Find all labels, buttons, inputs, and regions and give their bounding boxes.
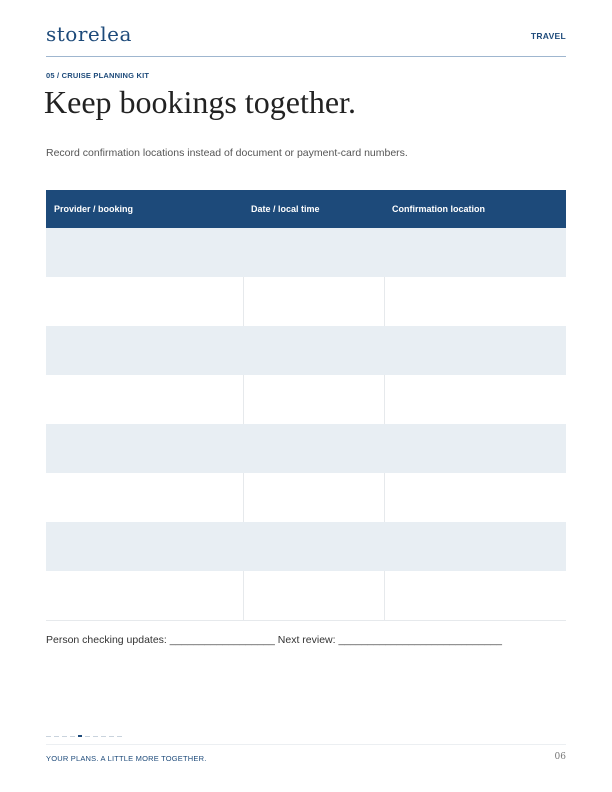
table-cell[interactable] [384,424,566,473]
progress-dot [54,736,59,737]
brand-logo: storelea [46,22,132,46]
table-cell[interactable] [243,522,384,571]
column-header-date: Date / local time [251,204,320,214]
page-title: Keep bookings together. [44,84,356,120]
progress-dot [109,736,114,737]
progress-dot [101,736,106,737]
table-cell[interactable] [46,326,243,375]
progress-dot [46,736,51,737]
table-cell[interactable] [384,522,566,571]
table-row [46,522,566,571]
table-cell[interactable] [384,228,566,277]
table-row [46,277,566,326]
table-header [46,190,566,228]
progress-dot [93,736,98,737]
signoff-line: Person checking updates: __________________ Next review: ____________________________ [46,634,502,646]
progress-dot [78,735,82,737]
table-cell[interactable] [46,522,243,571]
progress-dot [62,736,67,737]
table-cell[interactable] [46,473,243,522]
table-cell[interactable] [384,571,566,620]
table-body [46,228,566,620]
table-cell[interactable] [243,424,384,473]
footer-tagline: YOUR PLANS. A LITTLE MORE TOGETHER. [46,754,207,763]
progress-dot [70,736,75,737]
table-cell[interactable] [243,277,384,326]
footer-divider [46,744,566,745]
table-row [46,326,566,375]
column-header-confirmation: Confirmation location [392,204,485,214]
table-row [46,424,566,473]
table-row [46,228,566,277]
page-subtitle: Record confirmation locations instead of document or payment-card numbers. [46,147,408,159]
table-cell[interactable] [46,424,243,473]
table-cell[interactable] [46,228,243,277]
table-cell[interactable] [46,375,243,424]
table-cell[interactable] [243,375,384,424]
table-cell[interactable] [384,375,566,424]
page-number: 06 [554,752,566,762]
column-header-provider: Provider / booking [54,204,134,214]
category-label: TRAVEL [530,31,566,41]
table-cell[interactable] [243,228,384,277]
table-row [46,571,566,620]
table-cell[interactable] [46,571,243,620]
table-row [46,473,566,522]
header-divider [46,56,566,57]
progress-dot [117,736,122,737]
section-label: 05 / CRUISE PLANNING KIT [46,71,150,80]
table-cell[interactable] [384,277,566,326]
table-bottom-rule [46,620,566,621]
table-cell[interactable] [384,473,566,522]
table-cell[interactable] [243,326,384,375]
progress-dot [85,736,90,737]
page-progress-indicator [46,735,122,737]
table-cell[interactable] [46,277,243,326]
table-cell[interactable] [384,326,566,375]
booking-table [46,190,566,621]
table-cell[interactable] [243,473,384,522]
table-row [46,375,566,424]
table-cell[interactable] [243,571,384,620]
